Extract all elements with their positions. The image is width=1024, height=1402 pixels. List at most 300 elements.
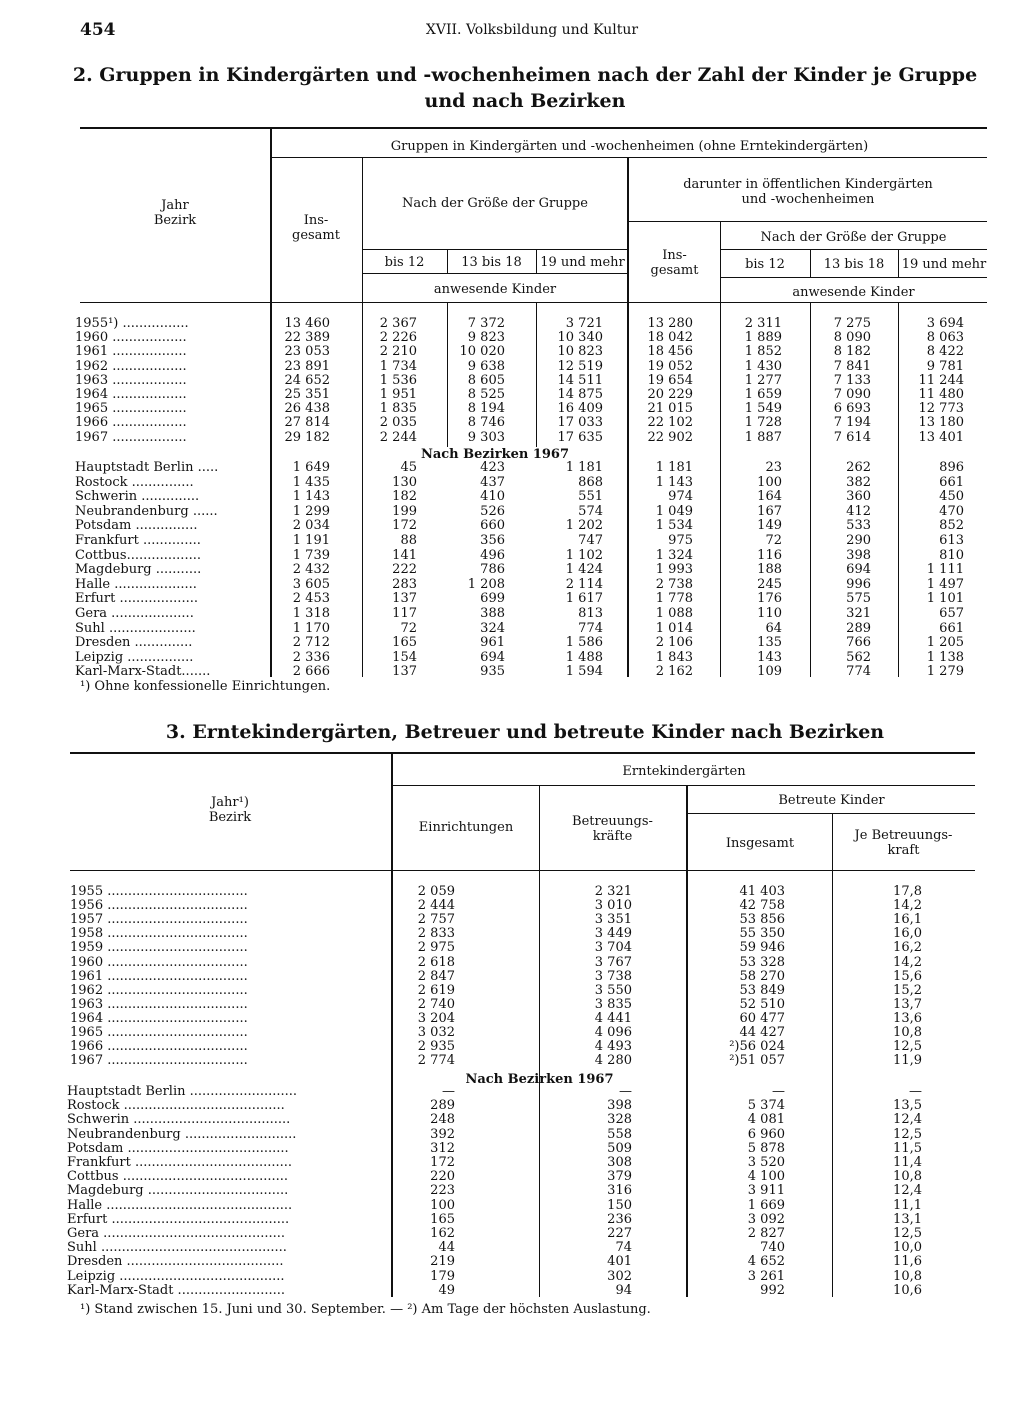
row-label: 1958 ..................................: [70, 927, 248, 942]
table-cell: 996: [846, 576, 871, 592]
t3-stub-header: Jahr¹) Bezirk: [208, 795, 252, 825]
table-cell: 49: [438, 1282, 455, 1298]
t3-super-header: Erntekindergärten: [622, 764, 746, 779]
table-cell: 3 032: [417, 1025, 455, 1040]
table-cell: 2 162: [655, 664, 693, 680]
table-cell: 613: [939, 533, 964, 548]
table-cell: 13 280: [647, 316, 693, 331]
table-cell: 1 835: [379, 401, 417, 417]
table-cell: 11,4: [893, 1155, 922, 1170]
table-cell: 72: [765, 533, 782, 548]
table-cell: 356: [480, 533, 505, 548]
table-cell: 2 618: [417, 954, 455, 970]
row-label: Halle .............................................: [67, 1198, 293, 1213]
table-cell: 661: [939, 620, 964, 636]
table-cell: 2 432: [292, 562, 330, 578]
table-cell: 24 652: [284, 372, 330, 388]
table-cell: 53 328: [739, 954, 785, 970]
table-cell: 42 758: [739, 898, 785, 914]
t2-anwesende-header: anwesende Kinder: [433, 282, 557, 297]
table-cell: 423: [480, 460, 505, 475]
row-label: 1959 ..................................: [70, 941, 248, 956]
table-cell: 1 536: [379, 372, 417, 388]
table-cell: 694: [846, 562, 871, 578]
table-cell: 574: [578, 503, 603, 519]
table-cell: 1 424: [565, 562, 603, 578]
table-cell: 3 010: [594, 898, 632, 914]
table-cell: 974: [668, 489, 693, 505]
table-cell: 10 340: [557, 330, 603, 346]
t2-darunter-header: darunter in öffentlichen Kindergärten und -wochenheimen: [683, 177, 933, 207]
table-cell: 29 182: [284, 429, 330, 445]
table-cell: 1 088: [655, 606, 693, 621]
table-cell: 558: [607, 1126, 632, 1142]
table-cell: 117: [392, 606, 417, 621]
table-cell: 9 781: [926, 358, 964, 374]
table-cell: 3 520: [747, 1155, 785, 1170]
t2-nach-groesse-header: Nach der Größe der Gruppe: [402, 196, 588, 211]
table-cell: 1 318: [292, 606, 330, 621]
table-cell: 9 823: [467, 330, 505, 346]
table-cell: 23: [765, 460, 782, 475]
table-cell: 59 946: [739, 940, 785, 956]
table-cell: 2 034: [292, 518, 330, 534]
table-cell: 412: [846, 503, 871, 519]
table-cell: 1 488: [565, 649, 603, 665]
table-cell: 533: [846, 518, 871, 534]
table-cell: 11,1: [893, 1197, 922, 1213]
row-label: 1964 ..................: [75, 388, 187, 402]
table-cell: 1 430: [744, 358, 782, 374]
table-cell: 5 374: [747, 1098, 785, 1114]
row-label: Dresden ..............: [75, 636, 193, 651]
table-cell: 2 210: [379, 344, 417, 360]
table-cell: 22 389: [284, 330, 330, 346]
table-cell: 289: [846, 620, 871, 636]
table-cell: 868: [578, 474, 603, 490]
table-cell: 1 049: [655, 503, 693, 519]
table-cell: 283: [392, 576, 417, 592]
row-label: Rostock .......................................: [67, 1099, 285, 1114]
table-cell: 19 654: [647, 372, 693, 388]
row-label: 1965 ..................: [75, 402, 187, 417]
table-cell: 312: [430, 1140, 455, 1156]
row-label: Hauptstadt Berlin ..........................: [67, 1085, 298, 1099]
table-cell: 4 280: [594, 1053, 632, 1069]
table-cell: 3 261: [747, 1268, 785, 1284]
table-cell: 1 435: [292, 474, 330, 490]
table-cell: 8 090: [833, 330, 871, 346]
table-cell: 15,2: [893, 982, 922, 998]
table-cell: 3 721: [565, 316, 603, 331]
table-cell: 308: [607, 1155, 632, 1170]
table-cell: 64: [765, 620, 782, 636]
table-cell: 10,8: [893, 1268, 922, 1284]
table2: [0, 0, 1024, 700]
row-label: 1961 ..................: [75, 345, 187, 360]
table-cell: 11,6: [893, 1254, 922, 1270]
table-cell: 562: [846, 649, 871, 665]
table-cell: 437: [480, 474, 505, 490]
table-cell: 2 833: [417, 926, 455, 942]
table-cell: 182: [392, 489, 417, 505]
table-cell: 58 270: [739, 968, 785, 984]
table-cell: 4 652: [747, 1254, 785, 1270]
table-cell: 7 841: [833, 358, 871, 374]
table-cell: 45: [400, 460, 417, 475]
t2-bis12-2-header: bis 12: [745, 257, 785, 272]
table-cell: 289: [430, 1098, 455, 1114]
table-cell: 16,1: [893, 912, 922, 928]
row-label: 1955¹) ................: [75, 317, 189, 331]
t3-insgesamt-header: Insgesamt: [725, 836, 795, 851]
row-label: Gera ....................: [75, 607, 194, 621]
table-cell: 199: [392, 503, 417, 519]
table-cell: 935: [480, 664, 505, 680]
table-cell: 740: [760, 1240, 785, 1256]
table-cell: 11,9: [893, 1053, 922, 1069]
table-cell: 52 510: [739, 996, 785, 1012]
table-cell: 8 063: [926, 330, 964, 346]
table-cell: 17,8: [893, 884, 922, 899]
table-cell: 3 351: [594, 912, 632, 928]
table-cell: 1 324: [655, 547, 693, 563]
table-cell: —: [619, 1084, 632, 1099]
table-cell: 774: [846, 664, 871, 680]
row-label: 1955 ..................................: [70, 885, 248, 899]
row-label: Magdeburg ...........: [75, 563, 202, 578]
row-label: Karl-Marx-Stadt ..........................: [67, 1283, 285, 1298]
row-label: 1967 ..................: [75, 430, 187, 445]
table-cell: 661: [939, 474, 964, 490]
table-cell: 1 778: [655, 591, 693, 607]
row-label: 1957 ..................................: [70, 913, 248, 928]
table-cell: 8 525: [467, 387, 505, 402]
table-cell: 2 619: [417, 982, 455, 998]
table-cell: 852: [939, 518, 964, 534]
table-cell: 227: [607, 1226, 632, 1241]
table-cell: 9 638: [467, 358, 505, 374]
row-label: Cottbus ........................................: [67, 1170, 289, 1185]
table-cell: 245: [757, 576, 782, 592]
row-label: 1967 ..................................: [70, 1054, 248, 1069]
table-cell: 1 138: [926, 649, 964, 665]
table-cell: 3 738: [594, 968, 632, 984]
table-cell: 219: [430, 1254, 455, 1270]
table-cell: 6 693: [833, 401, 871, 417]
table-cell: 3 092: [747, 1211, 785, 1227]
table-cell: 1 181: [565, 460, 603, 475]
t2-subhead: Nach Bezirken 1967: [420, 447, 570, 462]
table-cell: 74: [615, 1240, 632, 1256]
table-cell: 388: [480, 606, 505, 621]
table-cell: 7 090: [833, 387, 871, 402]
table-cell: 8 746: [467, 415, 505, 431]
table-cell: 13,5: [893, 1098, 922, 1114]
table-cell: 1 208: [467, 576, 505, 592]
table-cell: 10 020: [459, 344, 505, 360]
table-cell: 165: [392, 635, 417, 651]
table-cell: 12,5: [893, 1126, 922, 1142]
table-cell: 7 372: [467, 316, 505, 331]
row-label: Neubrandenburg ......: [75, 504, 218, 519]
table-cell: ²)51 057: [729, 1053, 785, 1069]
table-cell: 22 902: [647, 429, 693, 445]
table-cell: 8 605: [467, 372, 505, 388]
table-cell: 11 480: [918, 387, 964, 402]
table-cell: 2 740: [417, 996, 455, 1012]
table-cell: 975: [668, 533, 693, 548]
table-cell: 19 052: [647, 358, 693, 374]
table-cell: 72: [400, 620, 417, 636]
table-cell: 496: [480, 547, 505, 563]
table-cell: 13 180: [918, 415, 964, 431]
table-cell: 1 497: [926, 576, 964, 592]
table-cell: 450: [939, 489, 964, 505]
table-cell: 94: [615, 1282, 632, 1298]
table-cell: 2 712: [292, 635, 330, 651]
table-cell: 137: [392, 591, 417, 607]
table-cell: 172: [392, 518, 417, 534]
table-cell: 4 081: [747, 1112, 785, 1128]
table-cell: 13,7: [893, 996, 922, 1012]
table-cell: 137: [392, 664, 417, 680]
table-cell: 12,5: [893, 1226, 922, 1241]
table-cell: 8 182: [833, 344, 871, 360]
row-label: Frankfurt ..............: [75, 534, 201, 548]
table-cell: 149: [757, 518, 782, 534]
table-cell: 10,6: [893, 1282, 922, 1298]
table-cell: 766: [846, 635, 871, 651]
table-cell: 14 511: [557, 372, 603, 388]
table-cell: 398: [607, 1098, 632, 1114]
table-cell: 53 856: [739, 912, 785, 928]
table-cell: 12,5: [893, 1039, 922, 1055]
t2-anwesende2-header: anwesende Kinder: [792, 285, 915, 300]
chapter-heading: XVII. Volksbildung und Kultur: [425, 22, 639, 38]
table-cell: 26 438: [284, 401, 330, 417]
table-cell: 1 277: [744, 372, 782, 388]
row-label: Leipzig ................: [75, 650, 194, 665]
table-cell: 11,5: [893, 1140, 922, 1156]
table-cell: 1 887: [744, 429, 782, 445]
table-cell: 2 453: [292, 591, 330, 607]
table-cell: 379: [607, 1169, 632, 1185]
table-cell: 747: [578, 533, 603, 548]
table-cell: 1 102: [565, 547, 603, 563]
table-cell: 222: [392, 562, 417, 578]
table-cell: 262: [846, 460, 871, 475]
t2-19-2-header: 19 und mehr: [901, 257, 987, 272]
table-cell: 1 534: [655, 518, 693, 534]
table-cell: 14 875: [557, 387, 603, 402]
table-cell: 2 827: [747, 1226, 785, 1241]
table-cell: 551: [578, 489, 603, 505]
row-label: Potsdam ...............: [75, 519, 198, 534]
table-cell: 150: [607, 1197, 632, 1213]
table-cell: 223: [430, 1183, 455, 1199]
t2-super-header: Gruppen in Kindergärten und -wochenheimen (ohne Erntekindergärten): [390, 139, 869, 154]
table-cell: 2 738: [655, 576, 693, 592]
row-label: Frankfurt ......................................: [67, 1156, 293, 1170]
table-cell: 6 960: [747, 1126, 785, 1142]
table2-title-line2: und nach Bezirken: [424, 90, 626, 112]
table-cell: 1 143: [655, 474, 693, 490]
row-label: Suhl .....................: [75, 621, 196, 636]
table-cell: 172: [430, 1155, 455, 1170]
row-label: 1965 ..................................: [70, 1026, 248, 1040]
table-cell: 21 015: [647, 401, 693, 417]
table-cell: 176: [757, 591, 782, 607]
table-cell: 2 666: [292, 664, 330, 680]
table-cell: 3 694: [926, 316, 964, 331]
table-cell: 165: [430, 1211, 455, 1227]
row-label: Erfurt ...................: [75, 592, 198, 607]
table-cell: 4 441: [594, 1010, 632, 1026]
table-cell: 13,6: [893, 1010, 922, 1026]
table-cell: 154: [392, 649, 417, 665]
row-label: Magdeburg ..................................: [67, 1184, 289, 1199]
table-cell: 3 767: [594, 954, 632, 970]
table-cell: 2 336: [292, 649, 330, 665]
page-number: 454: [80, 20, 116, 40]
table-cell: 657: [939, 606, 964, 621]
t2-13-18-2-header: 13 bis 18: [823, 257, 885, 272]
table-cell: 1 586: [565, 635, 603, 651]
table-cell: 41 403: [739, 884, 785, 899]
row-label: 1966 ..................................: [70, 1040, 248, 1055]
row-label: Cottbus..................: [75, 548, 201, 563]
table-cell: 1 739: [292, 547, 330, 563]
table-cell: 1 181: [655, 460, 693, 475]
row-label: Schwerin ......................................: [67, 1113, 291, 1128]
t2-bis12-header: bis 12: [384, 255, 425, 270]
table-cell: 14,2: [893, 954, 922, 970]
table-cell: 16,2: [893, 940, 922, 956]
t3-einrichtungen-header: Einrichtungen: [418, 820, 514, 835]
row-label: Neubrandenburg ...........................: [67, 1127, 297, 1142]
table-cell: 1 734: [379, 358, 417, 374]
table-cell: 398: [846, 547, 871, 563]
table-cell: 53 849: [739, 982, 785, 998]
table-cell: 4 096: [594, 1025, 632, 1040]
table-cell: 167: [757, 503, 782, 519]
table-cell: 2 367: [379, 316, 417, 331]
table-cell: 20 229: [647, 387, 693, 402]
table-cell: 1 843: [655, 649, 693, 665]
row-label: Erfurt ...........................................: [67, 1212, 290, 1227]
table-cell: 236: [607, 1211, 632, 1227]
t2-stub-header: Jahr Bezirk: [153, 198, 197, 228]
table-cell: 116: [757, 547, 782, 563]
table-cell: 324: [480, 620, 505, 636]
table-cell: —: [772, 1084, 785, 1099]
table-cell: 1 889: [744, 330, 782, 346]
row-label: Potsdam .......................................: [67, 1141, 289, 1156]
table-cell: 12,4: [893, 1112, 922, 1128]
table-cell: 8 422: [926, 344, 964, 360]
table-cell: 12 519: [557, 358, 603, 374]
table-cell: 410: [480, 489, 505, 505]
table-cell: 1 111: [926, 562, 964, 578]
table-cell: 2 321: [594, 884, 632, 899]
table-cell: 509: [607, 1140, 632, 1156]
row-label: Schwerin ..............: [75, 490, 200, 505]
table-cell: 3 605: [292, 576, 330, 592]
table-cell: 992: [760, 1282, 785, 1298]
table-cell: 1 993: [655, 562, 693, 578]
t3-je-header: Je Betreuungs- kraft: [854, 828, 953, 858]
table-cell: 12,4: [893, 1183, 922, 1199]
table-cell: 392: [430, 1126, 455, 1142]
table-cell: 2 311: [744, 316, 782, 331]
t2-13-18-header: 13 bis 18: [461, 255, 522, 270]
table-cell: 3 550: [594, 982, 632, 998]
table-cell: 143: [757, 649, 782, 665]
table-cell: 23 891: [284, 358, 330, 374]
table-cell: 1 299: [292, 503, 330, 519]
table-cell: 813: [578, 606, 603, 621]
table-cell: 1 170: [292, 620, 330, 636]
row-label: Hauptstadt Berlin .....: [75, 461, 219, 475]
table-cell: 2 226: [379, 330, 417, 346]
table-cell: 1 659: [744, 387, 782, 402]
table-cell: 15,6: [893, 968, 922, 984]
t3-betreuungskraefte-header: Betreuungs- kräfte: [572, 814, 653, 844]
table-cell: 290: [846, 533, 871, 548]
row-label: 1962 ..................................: [70, 983, 248, 998]
table-cell: 575: [846, 591, 871, 607]
table-cell: 18 042: [647, 330, 693, 346]
table-cell: 12 773: [918, 401, 964, 417]
table-cell: 2 035: [379, 415, 417, 431]
row-label: Rostock ...............: [75, 475, 194, 490]
table-cell: 13 401: [918, 429, 964, 445]
table-cell: 316: [607, 1183, 632, 1199]
table-cell: 1 728: [744, 415, 782, 431]
t2-footnote: ¹) Ohne konfessionelle Einrichtungen.: [80, 679, 331, 694]
t2-insgesamt2-header: Ins- gesamt: [650, 248, 699, 278]
table-cell: 4 100: [747, 1169, 785, 1185]
table-cell: 18 456: [647, 344, 693, 360]
table-cell: —: [442, 1084, 455, 1099]
table-cell: 8 194: [467, 401, 505, 417]
table-cell: 179: [430, 1268, 455, 1284]
table-cell: 2 975: [417, 940, 455, 956]
table-cell: 27 814: [284, 415, 330, 431]
table-cell: 162: [430, 1226, 455, 1241]
table-cell: 10,8: [893, 1169, 922, 1185]
table-cell: 23 053: [284, 344, 330, 360]
table-cell: 2 774: [417, 1053, 455, 1069]
table-cell: 3 835: [594, 996, 632, 1012]
table-cell: 4 493: [594, 1039, 632, 1055]
row-label: 1964 ..................................: [70, 1011, 248, 1026]
row-label: 1963 ..................: [75, 373, 187, 388]
table-cell: 2 935: [417, 1039, 455, 1055]
table-cell: 1 617: [565, 591, 603, 607]
table-cell: 3 704: [594, 940, 632, 956]
table-cell: 1 669: [747, 1197, 785, 1213]
table-cell: 961: [480, 635, 505, 651]
row-label: 1962 ..................: [75, 359, 187, 374]
table-cell: 13,1: [893, 1211, 922, 1227]
table-cell: 16 409: [557, 401, 603, 417]
table-cell: 2 059: [417, 884, 455, 899]
table-cell: 360: [846, 489, 871, 505]
row-label: Karl-Marx-Stadt.......: [75, 665, 211, 680]
table-cell: 1 205: [926, 635, 964, 651]
